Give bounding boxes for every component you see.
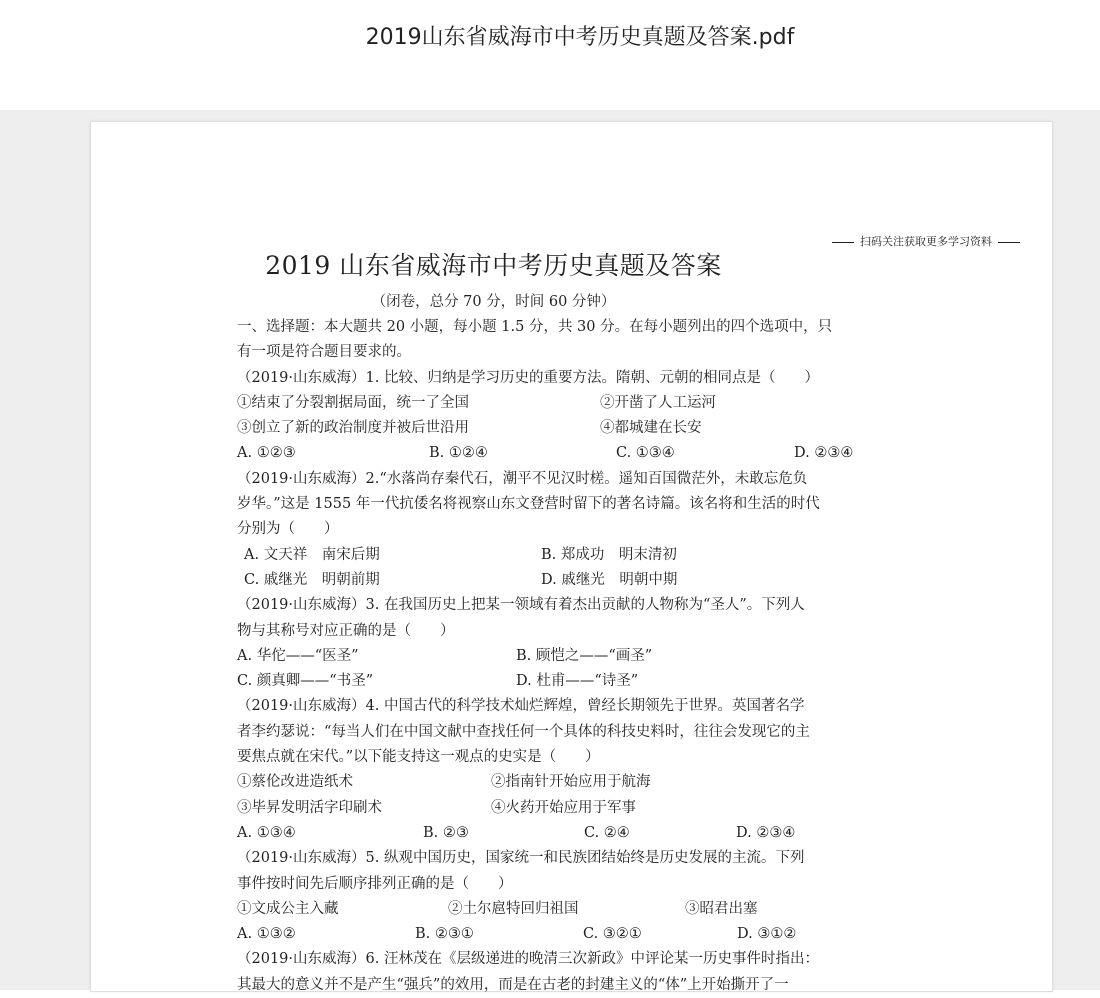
q1-statement-4: ④都城建在长安 — [600, 420, 702, 437]
q1-option-d: D. ②③④ — [794, 445, 854, 462]
question-2-stem-line: （2019·山东威海）2.“水落尚存秦代石，潮平不见汉时槎。遥知百国微茫外，未敢忘危负 — [237, 470, 808, 487]
question-5-statements-row — [237, 897, 917, 922]
question-1-options — [237, 441, 917, 466]
q4-option-c: C. ②④ — [584, 824, 630, 841]
q5-statement-3: ③昭君出塞 — [685, 900, 758, 917]
q4-option-d: D. ②③④ — [736, 824, 796, 841]
q4-statement-1: ①蔡伦改进造纸术 — [237, 774, 353, 791]
q2-option-a: A. 文天祥 南宋后期 — [244, 546, 380, 563]
question-4-stem-line: 者李约瑟说：“每当人们在中国文献中查找任何一个具体的科技史料时，往往会发现它的主 — [237, 723, 810, 740]
q2-option-d: D. 戚继光 明朝中期 — [541, 571, 678, 588]
banner-rule-left — [832, 242, 854, 243]
question-4-statements-row — [237, 770, 917, 795]
document-title: 2019山东省威海市中考历史真题及答案.pdf — [365, 25, 795, 50]
q1-statement-1: ①结束了分裂割据局面，统一了全国 — [237, 394, 469, 411]
q5-statement-2: ②土尔扈特回归祖国 — [448, 900, 579, 917]
question-5-options — [237, 922, 917, 947]
q1-option-a: A. ①②③ — [237, 445, 296, 462]
banner-text: 扫码关注获取更多学习资料 — [860, 235, 992, 248]
q4-statement-2: ②指南针开始应用于航海 — [491, 774, 651, 791]
q2-option-c: C. 戚继光 明朝前期 — [244, 571, 380, 588]
question-1-statements-row — [237, 391, 917, 416]
q3-option-d: D. 杜甫——“诗圣” — [516, 673, 639, 690]
question-2-options — [237, 568, 917, 593]
q4-option-b: B. ②③ — [423, 824, 469, 841]
question-1-statements-row — [237, 416, 917, 441]
q1-statement-2: ②开凿了人工运河 — [600, 394, 716, 411]
q3-option-b: B. 顾恺之——“画圣” — [516, 647, 653, 664]
question-6-stem-line: （2019·山东威海）6. 汪林茂在《层级递进的晚清三次新政》中评论某一历史事件时指出： — [237, 951, 819, 968]
question-4-options — [237, 821, 917, 846]
question-2-options — [237, 543, 917, 568]
question-2-stem-line: 分别为（ ） — [237, 521, 339, 538]
q5-option-b: B. ②③① — [415, 926, 474, 943]
q4-option-a: A. ①③④ — [237, 824, 296, 841]
q5-statement-1: ①文成公主入藏 — [237, 900, 339, 917]
question-3-options — [237, 644, 917, 669]
q4-statement-4: ④火药开始应用于军事 — [491, 799, 636, 816]
q3-option-a: A. 华佗——“医圣” — [237, 647, 359, 664]
question-4-statements-row — [237, 796, 917, 821]
section-instruction-line: 一、选择题：本大题共 20 小题，每小题 1.5 分，共 30 分。在每小题列出的四个选项中，只 — [237, 319, 833, 335]
question-5-stem-line: 事件按时间先后顺序排列正确的是（ ） — [237, 875, 513, 892]
question-4-stem-line: 要焦点就在宋代。”以下能支持这一观点的史实是（ ） — [237, 749, 600, 766]
question-2-stem-line: 岁华。”这是 1555 年一代抗倭名将视察山东文登营时留下的著名诗篇。该名将和生活的时代 — [237, 496, 820, 513]
section-instruction-line: 有一项是符合题目要求的。 — [237, 344, 411, 361]
q1-statement-3: ③创立了新的政治制度并被后世沿用 — [237, 420, 469, 437]
q4-statement-3: ③毕昇发明活字印刷术 — [237, 799, 382, 816]
q3-option-c: C. 颜真卿——“书圣” — [237, 673, 374, 690]
q2-option-b: B. 郑成功 明末清初 — [541, 546, 677, 563]
q1-option-c: C. ①③④ — [616, 445, 675, 462]
title-bar — [0, 0, 1100, 110]
question-1-stem: （2019·山东威海）1. 比较、归纳是学习历史的重要方法。隋朝、元朝的相同点是（ ） — [237, 369, 819, 386]
question-3-stem-line: （2019·山东威海）3. 在我国历史上把某一领域有着杰出贡献的人物称为“圣人”。下列人 — [237, 597, 805, 614]
banner-rule-right — [998, 242, 1020, 243]
exam-body — [237, 315, 917, 998]
q1-option-b: B. ①②④ — [429, 445, 488, 462]
q5-option-a: A. ①③② — [237, 926, 296, 943]
q5-option-c: C. ③②① — [583, 926, 642, 943]
exam-subheading: （闭卷，总分 70 分，时间 60 分钟） — [371, 294, 616, 310]
question-5-stem-line: （2019·山东威海）5. 纵观中国历史，国家统一和民族团结始终是历史发展的主流。下列 — [237, 850, 805, 867]
question-3-options — [237, 669, 917, 694]
question-4-stem-line: （2019·山东威海）4. 中国古代的科学技术灿烂辉煌，曾经长期领先于世界。英国著名学 — [237, 698, 805, 715]
exam-heading: 2019 山东省威海市中考历史真题及答案 — [265, 251, 722, 280]
pdf-page — [90, 121, 1053, 992]
question-6-stem-line: 其最大的意义并不是产生“强兵”的效用，而是在古老的封建主义的“体”上开始撕开了一 — [237, 976, 789, 993]
q5-option-d: D. ③①② — [737, 926, 797, 943]
question-3-stem-line: 物与其称号对应正确的是（ ） — [237, 622, 455, 639]
